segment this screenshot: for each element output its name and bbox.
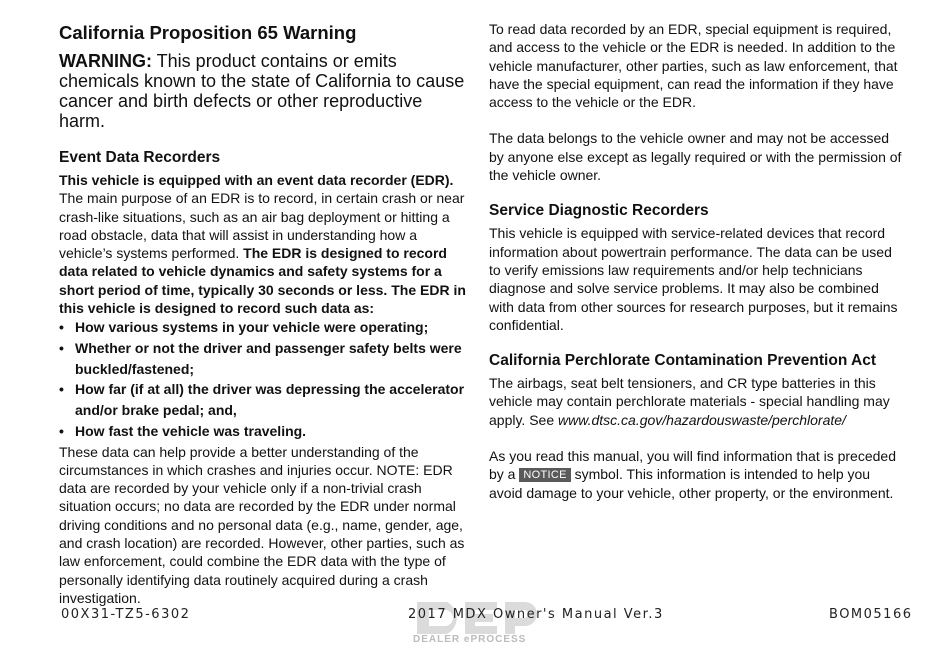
perchlorate-body <box>489 374 903 429</box>
notice-paragraph <box>489 447 903 502</box>
edr-data-list <box>59 317 467 441</box>
data-owner-paragraph: The data belongs to the vehicle owner and may not be accessed by anyone else except as legally required or with the permission of the vehicle owner. <box>489 130 902 184</box>
list-item: • How far (if at all) the driver was depressing the accelerator and/or brake pedal; and, <box>59 379 467 420</box>
read-edr-paragraph: To read data recorded by an EDR, special equipment is required, and access to the vehicle or the EDR is needed. In addition to the vehicle manufacturer, other parties, such as law enforcement, that have the special equipment, can read the information if they have access to the vehicle or the EDR. <box>489 21 898 111</box>
manual-title: 2017 MDX Owner's Manual Ver.3 <box>408 607 664 622</box>
warning-label: WARNING: <box>59 51 152 71</box>
list-item: • Whether or not the driver and passenger safety belts were buckled/fastened; <box>59 338 467 379</box>
prop65-warning <box>59 51 467 131</box>
edr-body-text: The main purpose of an EDR is to record, in certain crash or near crash-like situations, such as an air bag deployment or hitting a road obstacle, data that will assist in understanding how a vehicle’s systems performed. <box>59 190 465 262</box>
page-title: California Proposition 65 Warning <box>59 22 357 43</box>
right-column <box>489 0 903 502</box>
edr-closing: These data can help provide a better understanding of the circumstances in which crashes and injuries occur. NOTE: EDR data are recorded by your vehicle only if a non-trivial crash situation occurs; no data are recorded by the EDR under normal driving conditions and no personal data (e.g., name, gender, age, and crash location) are recorded. However, other parties, such as law enforcement, could combine the EDR data with the type of personally identifying data routinely acquired during a crash investigation. <box>59 443 465 606</box>
edr-heading: Event Data Recorders <box>59 149 221 166</box>
notice-post-text: symbol. This information is intended to help you avoid damage to your vehicle, other property, or the environment. <box>489 466 894 501</box>
document-code: BOM05166 <box>829 607 913 622</box>
watermark-text: DEALER ePROCESS <box>413 634 527 645</box>
edr-body-bold: The EDR is designed to record data related to vehicle dynamics and safety systems for a short period of time, typically 30 seconds or less. The EDR in this vehicle is designed to record such data as: <box>59 245 466 317</box>
warning-text: This product contains or emits chemicals known to the state of California to cause cancer and birth defects or other reproductive harm. <box>59 51 465 131</box>
list-item: • How fast the vehicle was traveling. <box>59 421 467 442</box>
sdr-heading: Service Diagnostic Recorders <box>489 202 709 220</box>
notice-badge: NOTICE <box>519 468 570 482</box>
list-item: • How various systems in your vehicle were operating; <box>59 317 467 338</box>
sdr-body: This vehicle is equipped with service-related devices that record information about powertrain performance. The data can be used to verify emissions law requirements and/or help technicians diagnose and solve service problems. It may also be combined with data from other sources for research purposes, but it remains confidential. <box>489 225 898 333</box>
perchlorate-url[interactable]: www.dtsc.ca.gov/hazardouswaste/perchlorate/ <box>558 411 846 428</box>
left-column <box>59 0 467 607</box>
edr-intro: This vehicle is equipped with an event data recorder (EDR). <box>59 172 454 188</box>
notice-pre-text: As you read this manual, you will find information that is preceded by a <box>489 448 896 483</box>
part-number: 00X31-TZ5-6302 <box>61 607 191 622</box>
perchlorate-text: The airbags, seat belt tensioners, and CR type batteries in this vehicle may contain perchlorate materials - special handling may apply. See <box>489 375 890 428</box>
edr-body <box>59 189 467 317</box>
perchlorate-heading: California Perchlorate Contamination Prevention Act <box>489 352 876 370</box>
